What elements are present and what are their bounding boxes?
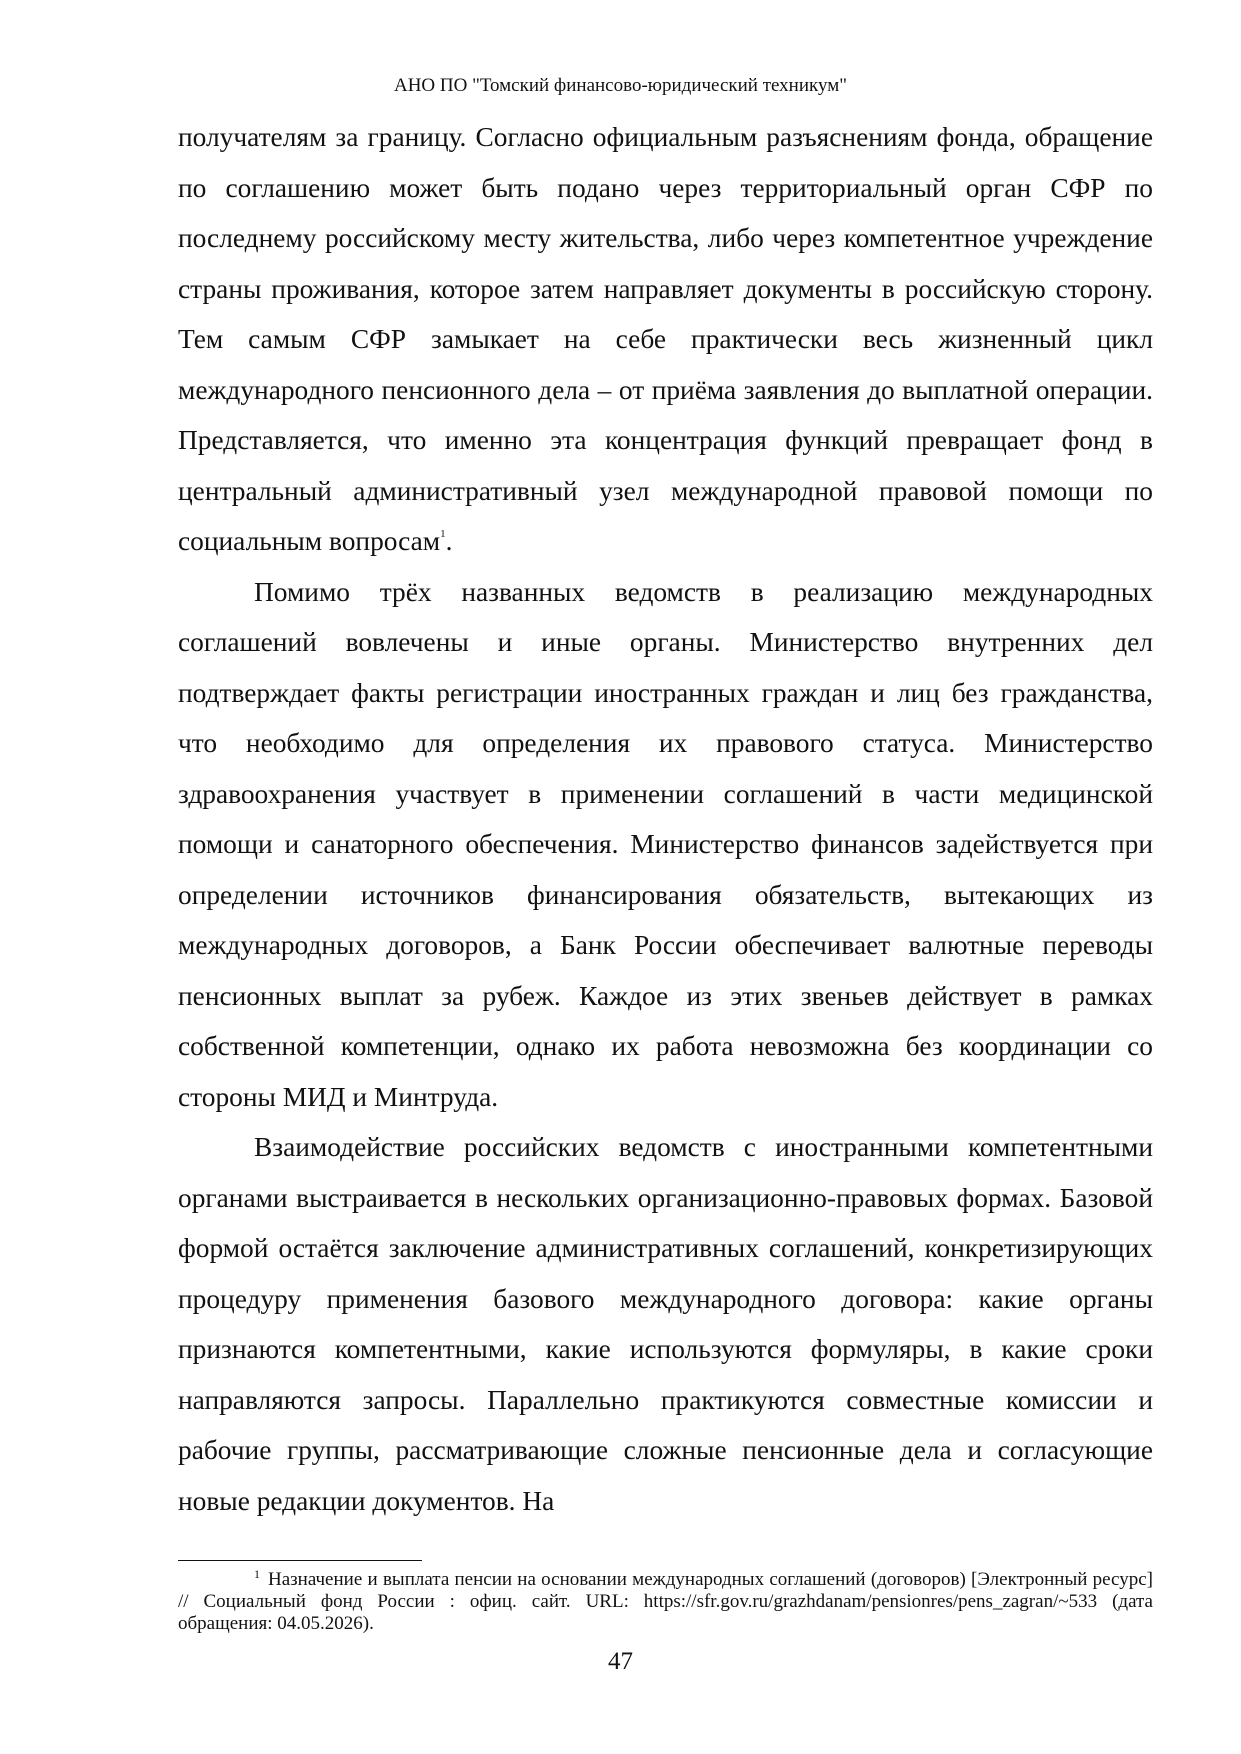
footnote-text: Назначение и выплата пенсии на основании международных соглашений (договоров) [Электронный ресурс] // Социальный фонд России : офиц. сайт. URL: https://sfr.gov.ru/grazhdanam/pensionres/pens_zagran/~533 (дата обращения: 04.05.2026). [178, 1569, 1153, 1634]
paragraph-1-tail: . [445, 526, 453, 556]
paragraph-2: Помимо трёх названных ведомств в реализацию международных соглашений вовлечены и иные органы. Министерство внутренних дел подтверждает факты регистрации иностранных граждан и лиц без гражданства, что необходимо для определения их правового статуса. Министерство здравоохранения участвует в применении соглашений в части медицинской помощи и санаторного обеспечения. Министерство финансов задействуется при определении источников финансирования обязательств, вытекающих из международных договоров, а Банк России обеспечивает валютные переводы пенсионных выплат за рубеж. Каждое из этих звеньев действует в рамках собственной компетенции, однако их работа невозможна без координации со стороны МИД и Минтруда. [178, 576, 1153, 1112]
paragraph-3: Взаимодействие российских ведомств с иностранными компетентными органами выстраивается в нескольких организационно-правовых формах. Базовой формой остаётся заключение административных соглашений, конкретизирующих процедуру применения базового международного договора: какие органы признаются компетентными, какие используются формуляры, в какие сроки направляются запросы. Параллельно практикуются совместные комиссии и рабочие группы, рассматривающие сложные пенсионные дела и согласующие новые редакции документов. На [178, 1132, 1153, 1516]
footnote-reference[interactable]: 1 [440, 528, 446, 540]
footnote-number: 1 [254, 1567, 260, 1581]
paragraph-1-text: получателям за границу. Согласно официальным разъяснениям фонда, обращение по соглашению может быть подано через территориальный орган СФР по последнему российскому месту жительства, либо через компетентное учреждение страны проживания, которое затем направляет документы в российскую сторону. Тем самым СФР замыкает на себе практически весь жизненный цикл международного пенсионного дела – от приёма заявления до выплатной операции. Представляется, что именно эта концентрация функций превращает фонд в центральный административный узел международной правовой помощи по социальным вопросам [178, 122, 1153, 556]
body-text [178, 112, 1153, 1526]
page-number: 47 [608, 1648, 633, 1675]
footnote [178, 1569, 1153, 1635]
paragraph-1 [178, 112, 1153, 567]
running-header: АНО ПО "Томский финансово-юридический техникум" [393, 75, 848, 96]
footnote-separator [178, 1560, 422, 1561]
